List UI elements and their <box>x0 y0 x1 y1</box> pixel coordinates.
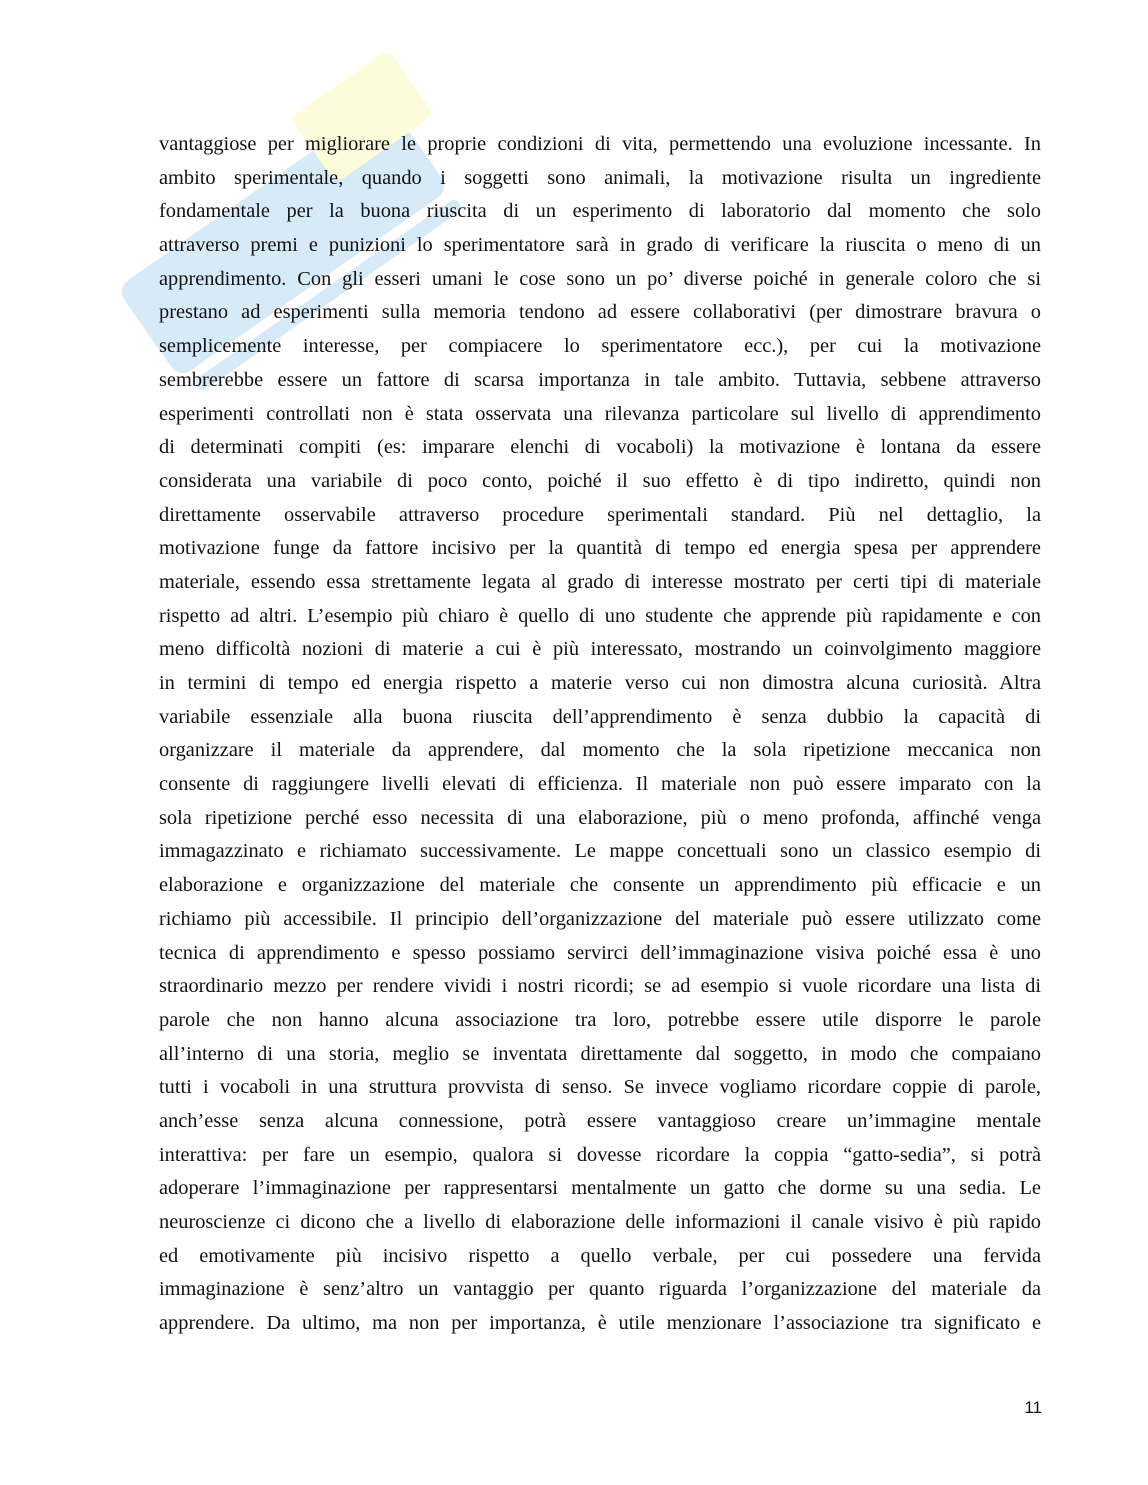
text-line: fondamentale per la buona riuscita di un esperimento di laboratorio dal momento che solo <box>159 200 1041 223</box>
text-line: adoperare l’immaginazione per rappresentarsi mentalmente un gatto che dorme su una sedia. Le <box>159 1177 1041 1200</box>
text-line: neuroscienze ci dicono che a livello di elaborazione delle informazioni il canale visivo è più rapido <box>159 1211 1041 1233</box>
text-line: straordinario mezzo per rendere vividi i nostri ricordi; se ad esempio si vuole ricordare una lista di <box>159 975 1041 998</box>
text-line: all’interno di una storia, meglio se inventata direttamente dal soggetto, in modo che compaiano <box>159 1042 1041 1065</box>
text-line: sembrerebbe essere un fattore di scarsa importanza in tale ambito. Tuttavia, sebbene attraverso <box>159 368 1041 391</box>
body-paragraph <box>159 128 1041 1341</box>
text-line: variabile essenziale alla buona riuscita dell’apprendimento è senza dubbio la capacità di <box>159 705 1041 728</box>
text-line: tutti i vocaboli in una struttura provvista di senso. Se invece vogliamo ricordare coppie di parole, <box>159 1076 1041 1099</box>
page-number: 11 <box>1024 1398 1042 1417</box>
text-line: in termini di tempo ed energia rispetto a materie verso cui non dimostra alcuna curiosità. Altra <box>159 672 1041 694</box>
text-line: organizzare il materiale da apprendere, dal momento che la sola ripetizione meccanica non <box>159 739 1041 762</box>
text-line: tecnica di apprendimento e spesso possiamo servirci dell’immaginazione visiva poiché essa è uno <box>159 941 1041 964</box>
text-line: immagazzinato e richiamato successivamente. Le mappe concettuali sono un classico esempio di <box>159 840 1041 863</box>
text-line: ed emotivamente più incisivo rispetto a quello verbale, per cui possedere una fervida <box>159 1244 1041 1267</box>
text-line: immaginazione è senz’altro un vantaggio per quanto riguarda l’organizzazione del materiale da <box>159 1278 1041 1301</box>
text-line: materiale, essendo essa strettamente legata al grado di interesse mostrato per certi tipi di materiale <box>159 570 1041 593</box>
text-line: considerata una variabile di poco conto, poiché il suo effetto è di tipo indiretto, quindi non <box>159 469 1041 492</box>
text-line: richiamo più accessibile. Il principio dell’organizzazione del materiale può essere utilizzato come <box>159 907 1041 930</box>
text-line: ambito sperimentale, quando i soggetti sono animali, la motivazione risulta un ingrediente <box>159 166 1041 189</box>
text-line: apprendimento. Con gli esseri umani le cose sono un po’ diverse poiché in generale coloro che si <box>159 267 1041 290</box>
text-line: consente di raggiungere livelli elevati di efficienza. Il materiale non può essere imparato con la <box>159 773 1041 796</box>
text-line: semplicemente interesse, per compiacere lo sperimentatore ecc.), per cui la motivazione <box>159 335 1041 358</box>
text-line: esperimenti controllati non è stata osservata una rilevanza particolare sul livello di apprendimento <box>159 402 1041 425</box>
text-line: motivazione funge da fattore incisivo per la quantità di tempo ed energia spesa per apprendere <box>159 537 1041 560</box>
text-line: attraverso premi e punizioni lo sperimentatore sarà in grado di verificare la riuscita o meno di un <box>159 234 1041 257</box>
text-line: anch’esse senza alcuna connessione, potrà essere vantaggioso creare un’immagine mentale <box>159 1109 1041 1132</box>
text-line: prestano ad esperimenti sulla memoria tendono ad essere collaborativi (per dimostrare bravura o <box>159 301 1041 324</box>
text-line: parole che non hanno alcuna associazione tra loro, potrebbe essere utile disporre le parole <box>159 1008 1041 1031</box>
text-line: direttamente osservabile attraverso procedure sperimentali standard. Più nel dettaglio, la <box>159 503 1041 526</box>
text-line: rispetto ad altri. L’esempio più chiaro è quello di uno studente che apprende più rapidamente e con <box>159 604 1041 627</box>
text-line: meno difficoltà nozioni di materie a cui è più interessato, mostrando un coinvolgimento maggiore <box>159 638 1041 661</box>
text-line: sola ripetizione perché esso necessita di una elaborazione, più o meno profonda, affinché venga <box>159 806 1041 829</box>
text-line: interattiva: per fare un esempio, qualora si dovesse ricordare la coppia “gatto-sedia”, si potrà <box>159 1143 1041 1166</box>
text-line: elaborazione e organizzazione del materiale che consente un apprendimento più efficacie e un <box>159 874 1041 897</box>
text-line: di determinati compiti (es: imparare elenchi di vocaboli) la motivazione è lontana da essere <box>159 436 1041 459</box>
text-line: apprendere. Da ultimo, ma non per importanza, è utile menzionare l’associazione tra significato e <box>159 1312 1041 1335</box>
text-line: vantaggiose per migliorare le proprie condizioni di vita, permettendo una evoluzione incessante. In <box>159 133 1041 155</box>
